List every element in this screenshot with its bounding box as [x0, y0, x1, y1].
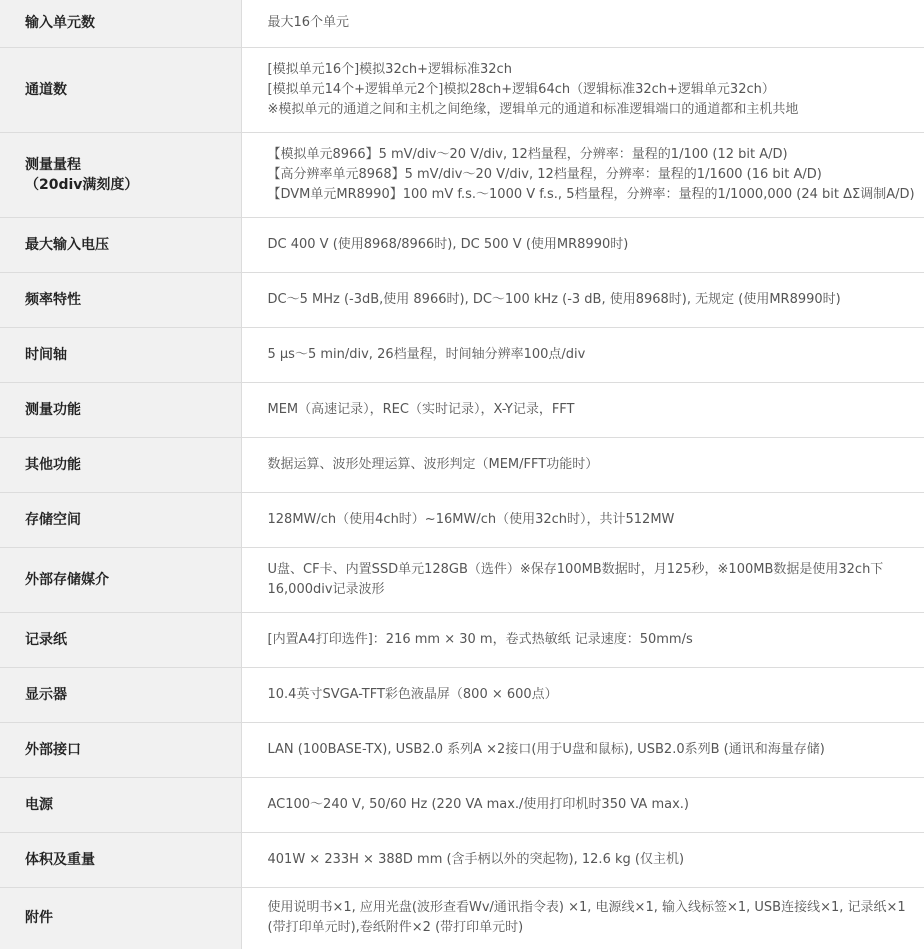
spec-value-line: [模拟单元14个+逻辑单元2个]模拟28ch+逻辑64ch（逻辑标准32ch+逻辑单元32ch） [267, 81, 775, 97]
spec-row [0, 887, 924, 949]
spec-label-line: 电源 [25, 796, 53, 813]
spec-row [0, 217, 924, 272]
spec-label [0, 492, 241, 547]
spec-row [0, 722, 924, 777]
spec-value [241, 722, 924, 777]
spec-label-line: 外部存储媒介 [25, 571, 109, 588]
spec-value [241, 132, 924, 217]
spec-label-line: 附件 [25, 910, 53, 927]
spec-label [0, 47, 241, 132]
spec-value [241, 0, 924, 47]
spec-row [0, 0, 924, 47]
spec-value [241, 437, 924, 492]
spec-value-line: [模拟单元16个]模拟32ch+逻辑标准32ch [267, 61, 512, 77]
spec-row [0, 492, 924, 547]
spec-value-line: 最大16个单元 [267, 15, 350, 31]
spec-value [241, 777, 924, 832]
spec-label-line: 外部接口 [25, 741, 81, 758]
spec-row [0, 47, 924, 132]
spec-label-line: 输入单元数 [25, 15, 95, 32]
spec-value-line: 【模拟单元8966】5 mV/div～20 V/div, 12档量程，分辨率：量程的1/100 (12 bit A/D) [267, 146, 788, 162]
spec-value [241, 547, 924, 612]
spec-label [0, 832, 241, 887]
spec-value-line: 【高分辨率单元8968】5 mV/div～20 V/div, 12档量程，分辨率：量程的1/1600 (16 bit A/D) [267, 166, 822, 182]
spec-value [241, 832, 924, 887]
spec-value-line: MEM（高速记录），REC（实时记录），X-Y记录，FFT [267, 401, 575, 417]
spec-label [0, 437, 241, 492]
spec-value-line: 5 μs～5 min/div, 26档量程，时间轴分辨率100点/div [267, 346, 586, 362]
spec-row [0, 437, 924, 492]
spec-label [0, 547, 241, 612]
spec-label [0, 217, 241, 272]
spec-value-line: 16,000div记录波形 [267, 581, 385, 597]
spec-row [0, 327, 924, 382]
spec-value [241, 887, 924, 949]
spec-row [0, 667, 924, 722]
spec-label-line: （20div满刻度） [25, 176, 139, 193]
spec-label [0, 272, 241, 327]
spec-value [241, 327, 924, 382]
spec-value-line: 401W × 233H × 388D mm (含手柄以外的突起物), 12.6 kg (仅主机) [267, 851, 685, 867]
spec-label-line: 最大输入电压 [25, 236, 109, 253]
spec-label [0, 667, 241, 722]
spec-row [0, 612, 924, 667]
spec-value [241, 47, 924, 132]
spec-value [241, 612, 924, 667]
spec-value [241, 382, 924, 437]
spec-label-line: 测量功能 [25, 401, 81, 418]
spec-value-line: U盘、CF卡、内置SSD单元128GB（选件）※保存100MB数据时，月125秒，※100MB数据是使用32ch下 [267, 561, 884, 577]
spec-value-line: DC 400 V (使用8968/8966时), DC 500 V (使用MR8990时) [267, 236, 629, 252]
spec-label-line: 存储空间 [25, 511, 81, 528]
spec-label [0, 612, 241, 667]
spec-value-line: 数据运算、波形处理运算、波形判定（MEM/FFT功能时） [267, 456, 599, 472]
spec-value [241, 492, 924, 547]
spec-value-line: 128MW/ch（使用4ch时）~16MW/ch（使用32ch时），共计512MW [267, 511, 675, 527]
spec-value-line: 使用说明书×1, 应用光盘(波形查看Wv/通讯指令表) ×1, 电源线×1, 输入线标签×1, USB连接线×1, 记录纸×1 [267, 900, 906, 916]
spec-value-line: 10.4英寸SVGA-TFT彩色液晶屏（800 × 600点） [267, 686, 558, 702]
spec-label-line: 其他功能 [25, 456, 81, 473]
spec-label [0, 722, 241, 777]
spec-label-line: 记录纸 [25, 631, 67, 648]
spec-label [0, 777, 241, 832]
spec-label [0, 327, 241, 382]
spec-label-line: 显示器 [25, 686, 67, 703]
spec-label-line: 体积及重量 [25, 851, 95, 868]
spec-value [241, 217, 924, 272]
spec-label-line: 时间轴 [25, 346, 67, 363]
spec-value-line: AC100～240 V, 50/60 Hz (220 VA max./使用打印机时350 VA max.) [267, 796, 689, 812]
spec-label [0, 382, 241, 437]
spec-row [0, 382, 924, 437]
spec-value [241, 272, 924, 327]
spec-label [0, 132, 241, 217]
spec-label [0, 0, 241, 47]
spec-value-line: LAN (100BASE-TX), USB2.0 系列A ×2接口(用于U盘和鼠标), USB2.0系列B (通讯和海量存储) [267, 741, 825, 757]
spec-label-line: 测量量程 [25, 156, 81, 173]
spec-value-line: DC～5 MHz (-3dB,使用 8966时), DC～100 kHz (-3 dB, 使用8968时), 无规定 (使用MR8990时) [267, 291, 841, 307]
spec-value-line: ※模拟单元的通道之间和主机之间绝缘，逻辑单元的通道和标准逻辑端口的通道都和主机共地 [267, 101, 799, 117]
spec-row [0, 547, 924, 612]
spec-row [0, 272, 924, 327]
spec-row [0, 832, 924, 887]
spec-label-line: 通道数 [25, 81, 67, 98]
spec-row [0, 777, 924, 832]
spec-value [241, 667, 924, 722]
spec-value-line: (带打印单元时),卷纸附件×2 (带打印单元时) [267, 920, 524, 936]
spec-value-line: [内置A4打印选件]：216 mm × 30 m，卷式热敏纸 记录速度：50mm/s [267, 631, 693, 647]
spec-row [0, 132, 924, 217]
spec-value-line: 【DVM单元MR8990】100 mV f.s.～1000 V f.s., 5档量程，分辨率：量程的1/1000,000 (24 bit ΔΣ调制A/D) [267, 186, 915, 202]
spec-label [0, 887, 241, 949]
spec-label-line: 频率特性 [25, 291, 81, 308]
